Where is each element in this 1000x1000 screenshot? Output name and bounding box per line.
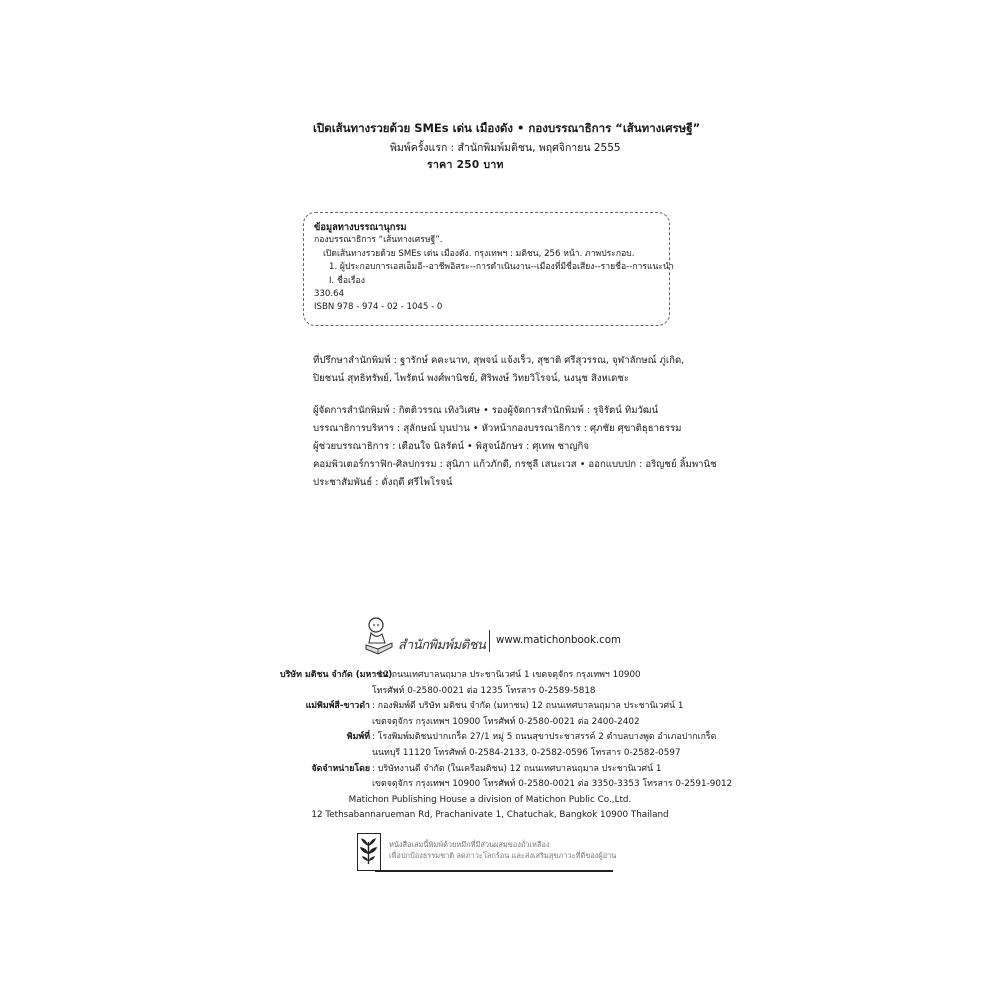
cataloging-data-box <box>303 212 674 326</box>
staff-line: บรรณาธิการบริหาร : สุลักษณ์ บุนปาน • หัวหน้ากองบรรณาธิการ : ศุภชัย ศุขาติธุธาธรรม <box>313 423 682 434</box>
price-line: ราคา 250 บาท <box>427 159 504 171</box>
soy-ink-line: เพื่อปกป้องธรรมชาติ ลดภาวะโลกร้อน และส่งเสริมสุขภาวะที่ดีของผู้อ่าน <box>389 851 617 860</box>
logo-divider <box>489 630 490 652</box>
edition-line: พิมพ์ครั้งแรก : สำนักพิมพ์มติชน, พฤศจิกายน 2555 <box>390 142 621 154</box>
cip-line: เปิดเส้นทางรวยด้วย SMEs เด่น เมืองดัง. กรุงเทพฯ : มติชน, 256 หน้า. ภาพประกอบ. <box>323 248 635 259</box>
advisors-line: ปิยชนน์ สุทธิทรัพย์, ไพรัตน์ พงศ์พานิชย์, ศิริพงษ์ วิทยวิโรจน์, นงนุช สิงหเดชะ <box>313 373 630 384</box>
website-url[interactable]: www.matichonbook.com <box>496 635 621 646</box>
staff-line: ผู้ช่วยบรรณาธิการ : เตือนใจ นิลรัตน์ • พิสูจน์อักษร : ศุเทพ ชาญกิจ <box>313 441 589 452</box>
soy-ink-line: หนังสือเล่มนี้พิมพ์ด้วยหมึกที่มีส่วนผสมของถั่วเหลือง <box>389 840 550 849</box>
cip-classification: 330.64 <box>314 289 345 300</box>
book-title: เปิดเส้นทางรวยด้วย SMEs เด่น เมืองดัง • กองบรรณาธิการ “เส้นทางเศรษฐี” <box>313 121 701 135</box>
publisher-info <box>280 668 733 824</box>
separation-phone: เขตจตุจักร กรุงเทพฯ 10900 โทรศัพท์ 0-2580-0021 ต่อ 2400-2402 <box>372 716 640 727</box>
soy-ink-underline <box>375 870 613 872</box>
soy-plant-icon <box>357 833 381 871</box>
printer-address: : โรงพิมพ์มติชนปากเกร็ด 27/1 หมู่ 5 ถนนสุขาประชาสรรค์ 2 ตำบลบางพูด อำเภอปากเกร็ด <box>372 732 717 743</box>
cip-line: กองบรรณาธิการ “เส้นทางเศรษฐี”. <box>314 235 443 246</box>
publisher-company-label: บริษัท มติชน จำกัด (มหาชน) <box>280 670 393 680</box>
logo-script-text: สำนักพิมพ์มติชน <box>398 638 486 653</box>
reader-mascot-icon <box>362 613 396 659</box>
publisher-company-phone: โทรศัพท์ 0-2580-0021 ต่อ 1235 โทรสาร 0-2589-5818 <box>372 685 596 696</box>
advisors-block <box>313 352 684 388</box>
soy-ink-notice <box>357 833 617 873</box>
cip-line: 1. ผู้ประกอบการเอสเอ็มอี--อาชีพอิสระ--การดำเนินงาน--เมืองที่มีชื่อเสียง--รายชื่อ--การแนะนำ <box>329 262 674 273</box>
staff-line: ประชาสัมพันธ์ : ดั่งฤดี ศรีไพโรจน์ <box>313 477 453 488</box>
staff-block <box>313 402 717 492</box>
advisors-line: ที่ปรึกษาสำนักพิมพ์ : ฐารักษ์ คคะนาท, สุพจน์ แจ้งเร็ว, สุชาติ ศรีสุวรรณ, จุฬาลักษณ์ ภู่เกิด, <box>313 355 685 366</box>
publisher-company-address: : 12 ถนนเทศบาลนฤมาล ประชานิเวศน์ 1 เขตจตุจักร กรุงเทพฯ 10900 <box>372 670 641 680</box>
cip-isbn: ISBN 978 - 974 - 02 - 1045 - 0 <box>314 302 443 313</box>
distributor-phone: เขตจตุจักร กรุงเทพฯ 10900 โทรศัพท์ 0-2580-0021 ต่อ 3350-3353 โทรสาร 0-2591-9012 <box>372 779 733 790</box>
english-publisher-address: 12 Tethsabannarueman Rd, Prachanivate 1, Chatuchak, Bangkok 10900 Thailand <box>311 810 669 821</box>
printer-label: พิมพ์ที่ <box>346 732 370 743</box>
cip-line: I. ชื่อเรื่อง <box>329 275 365 286</box>
distributor-label: จัดจำหน่ายโดย <box>311 763 370 774</box>
printer-phone: นนทบุรี 11120 โทรศัพท์ 0-2584-2133, 0-2582-0596 โทรสาร 0-2582-0597 <box>372 747 681 758</box>
distributor-address: : บริษัทงานดี จำกัด (ในเครือมติชน) 12 ถนนเทศบาลนฤมาล ประชานิเวศน์ 1 <box>372 763 662 774</box>
staff-line: ผู้จัดการสำนักพิมพ์ : กิตติวรรณ เทิงวิเศษ • รองผู้จัดการสำนักพิมพ์ : รุจิรัตน์ ทิมวัฒน์ <box>313 405 659 416</box>
separation-label: แม่พิมพ์สี-ขาวดำ <box>305 701 370 712</box>
separation-address: : กองพิมพ์ดี บริษัท มติชน จำกัด (มหาชน) 12 ถนนเทศบาลนฤมาล ประชานิเวศน์ 1 <box>372 701 684 712</box>
english-publisher-name: Matichon Publishing House a division of Matichon Public Co.,Ltd. <box>348 794 632 805</box>
cip-heading: ข้อมูลทางบรรณานุกรม <box>314 222 407 233</box>
staff-line: คอมพิวเตอร์กราฟิก-ศิลปกรรม : สุนิภา แก้วภักดี, กรชุลี เสนะเวส • ออกแบบปก : อริญชย์ ลิ้มพานิช <box>313 459 717 470</box>
